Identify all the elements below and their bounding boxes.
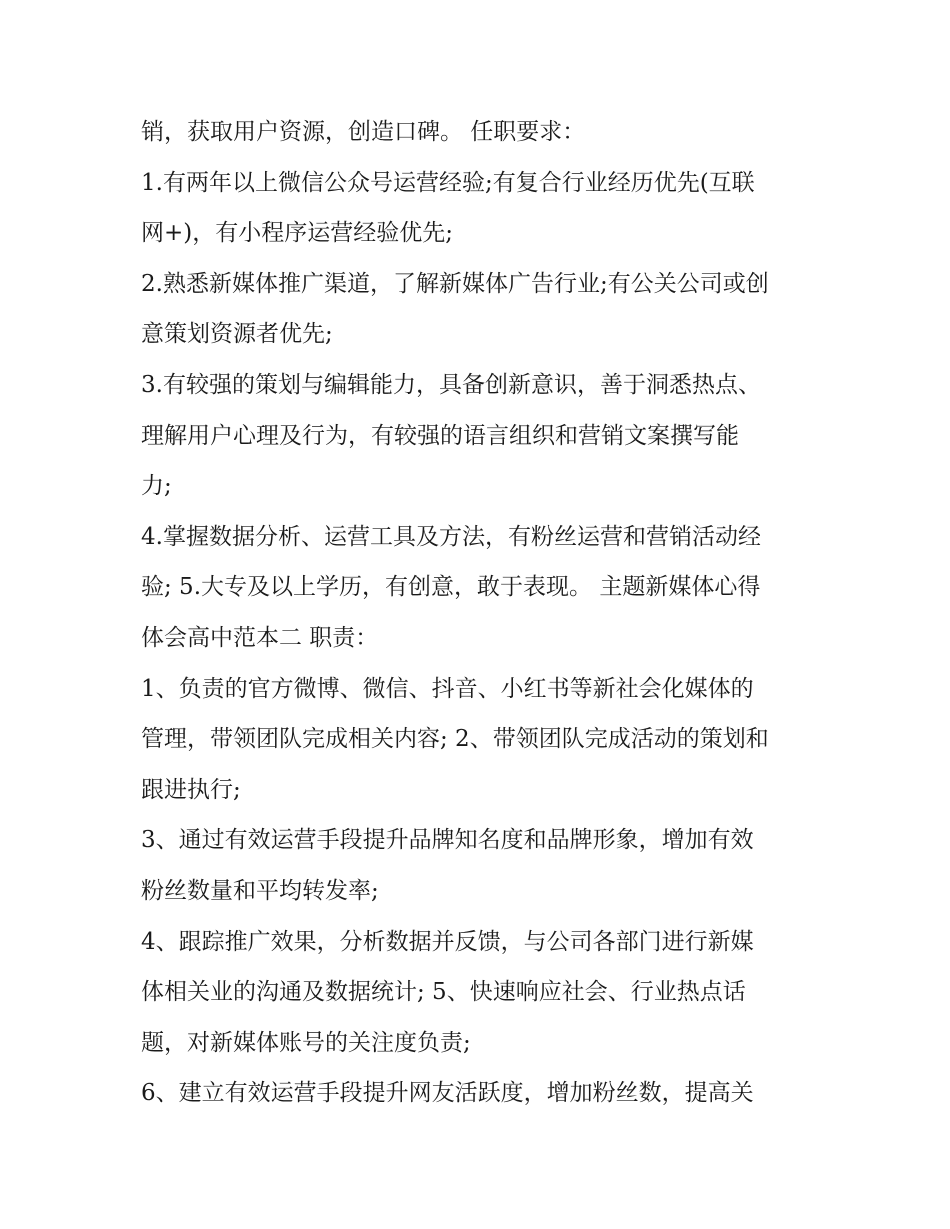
text-line: 6、建立有效运营手段提升网友活跃度，增加粉丝数，提高关 [141,1080,754,1107]
text-line: 题，对新媒体账号的关注度负责; [141,1029,471,1056]
text-line: 1.有两年以上微信公众号运营经验;有复合行业经历优先(互联 [141,169,755,196]
text-line: 力; [141,473,172,500]
text-line: 2.熟悉新媒体推广渠道，了解新媒体广告行业;有公关公司或创 [141,270,769,297]
text-line: 3.有较强的策划与编辑能力，具备创新意识，善于洞悉热点、 [141,371,761,398]
text-line: 销，获取用户资源，创造口碑。 任职要求： [141,119,586,145]
text-line: 网+)，有小程序运营经验优先; [141,220,453,247]
text-line: 4、跟踪推广效果，分析数据并反馈，与公司各部门进行新媒 [141,928,754,955]
text-line: 粉丝数量和平均转发率; [141,877,379,904]
text-line: 1、负责的官方微博、微信、抖音、小红书等新社会化媒体的 [141,675,754,702]
document-body [141,107,821,1119]
text-line: 管理，带领团队完成相关内容; 2、带领团队完成活动的策划和 [141,726,769,753]
text-line: 验; 5.大专及以上学历，有创意，敢于表现。 主题新媒体心得 [141,574,761,601]
text-line: 体相关业的沟通及数据统计; 5、快速响应社会、行业热点话 [141,979,746,1006]
text-line: 理解用户心理及行为，有较强的语言组织和营销文案撰写能 [141,422,739,449]
text-line: 意策划资源者优先; [141,321,333,348]
text-line: 体会高中范本二 职责： [141,624,379,651]
text-line: 4.掌握数据分析、运营工具及方法，有粉丝运营和营销活动经 [141,523,761,550]
text-line: 跟进执行; [141,776,241,803]
text-line: 3、通过有效运营手段提升品牌知名度和品牌形象，增加有效 [141,827,754,854]
